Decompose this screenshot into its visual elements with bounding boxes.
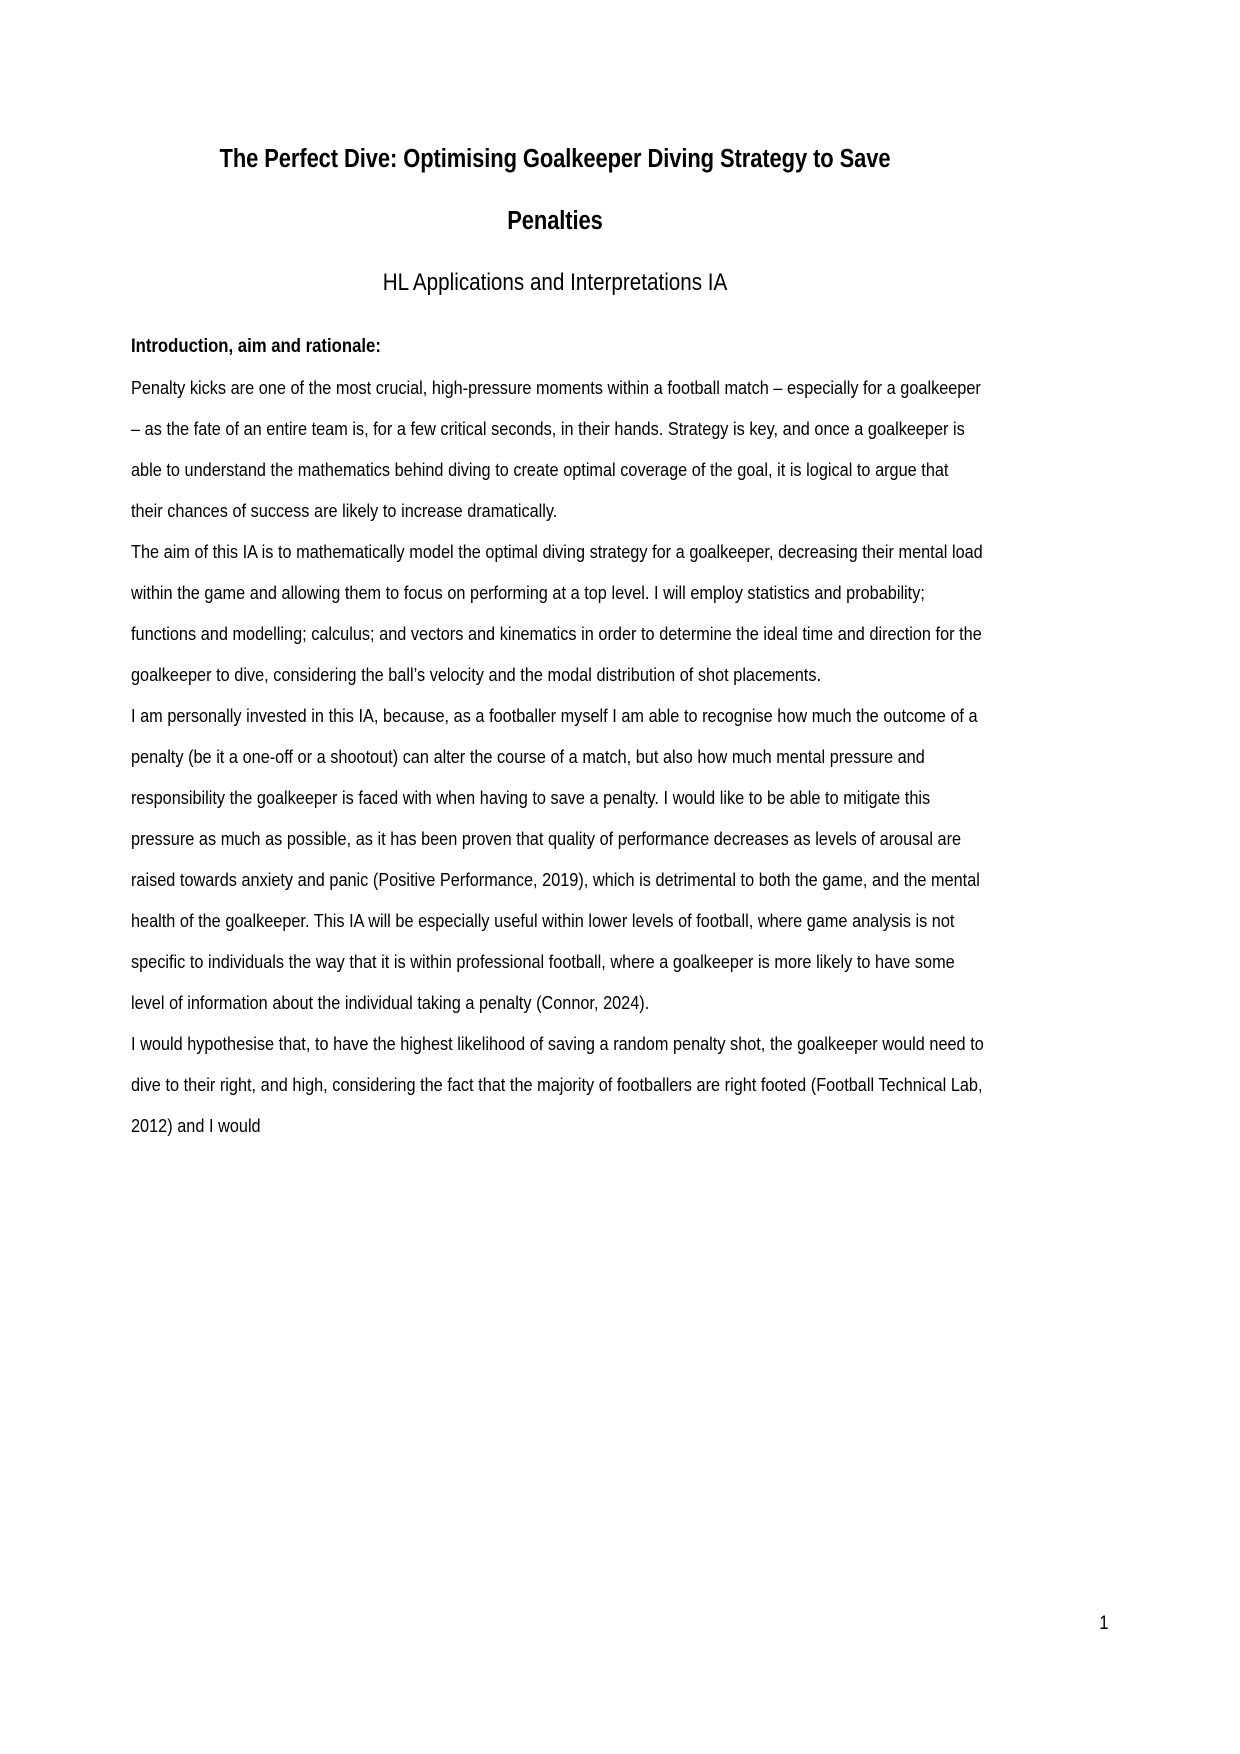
section-heading-introduction: Introduction, aim and rationale: xyxy=(131,336,381,357)
page-number: 1 xyxy=(1099,1613,1109,1634)
document-subtitle: HL Applications and Interpretations IA xyxy=(382,269,728,296)
document-title-line-1: The Perfect Dive: Optimising Goalkeeper Diving Strategy to Save xyxy=(219,145,891,173)
body-paragraph: The aim of this IA is to mathematically model the optimal diving strategy for a goalkeeper, decreasing their mental load within the game and allowing them to focus on performing at a top level. I will employ statistics and probability; functions and modelling; calculus; and vectors and kinematics in order to determine the ideal time and direction for the goalkeeper to dive, considering the ball’s velocity and the modal distribution of shot placements. xyxy=(131,541,983,685)
body-paragraph: I am personally invested in this IA, because, as a footballer myself I am able to recognise how much the outcome of a penalty (be it a one-off or a shootout) can alter the course of a match, but also how much mental pressure and responsibility the goalkeeper is faced with when having to save a penalty. I would like to be able to mitigate this pressure as much as possible, as it has been proven that quality of performance decreases as levels of arousal are raised towards anxiety and panic (Positive Performance, 2019), which is detrimental to both the game, and the mental health of the goalkeeper. This IA will be especially useful within lower levels of football, where game analysis is not specific to individuals the way that it is within professional football, where a goalkeeper is more likely to have some level of information about the individual taking a penalty (Connor, 2024). xyxy=(131,705,980,1013)
body-paragraph: Penalty kicks are one of the most crucial, high-pressure moments within a football match – especially for a goalkeeper – as the fate of an entire team is, for a few critical seconds, in their hands. Strategy is key, and once a goalkeeper is able to understand the mathematics behind diving to create optimal coverage of the goal, it is logical to argue that their chances of success are likely to increase dramatically. xyxy=(131,377,981,521)
body-paragraph: I would hypothesise that, to have the highest likelihood of saving a random penalty shot, the goalkeeper would need to dive to their right, and high, considering the fact that the majority of footballers are right footed (Football Technical Lab, 2012) and I would xyxy=(131,1033,984,1136)
document-title-line-2: Penalties xyxy=(507,207,603,235)
document-body xyxy=(131,128,984,1146)
